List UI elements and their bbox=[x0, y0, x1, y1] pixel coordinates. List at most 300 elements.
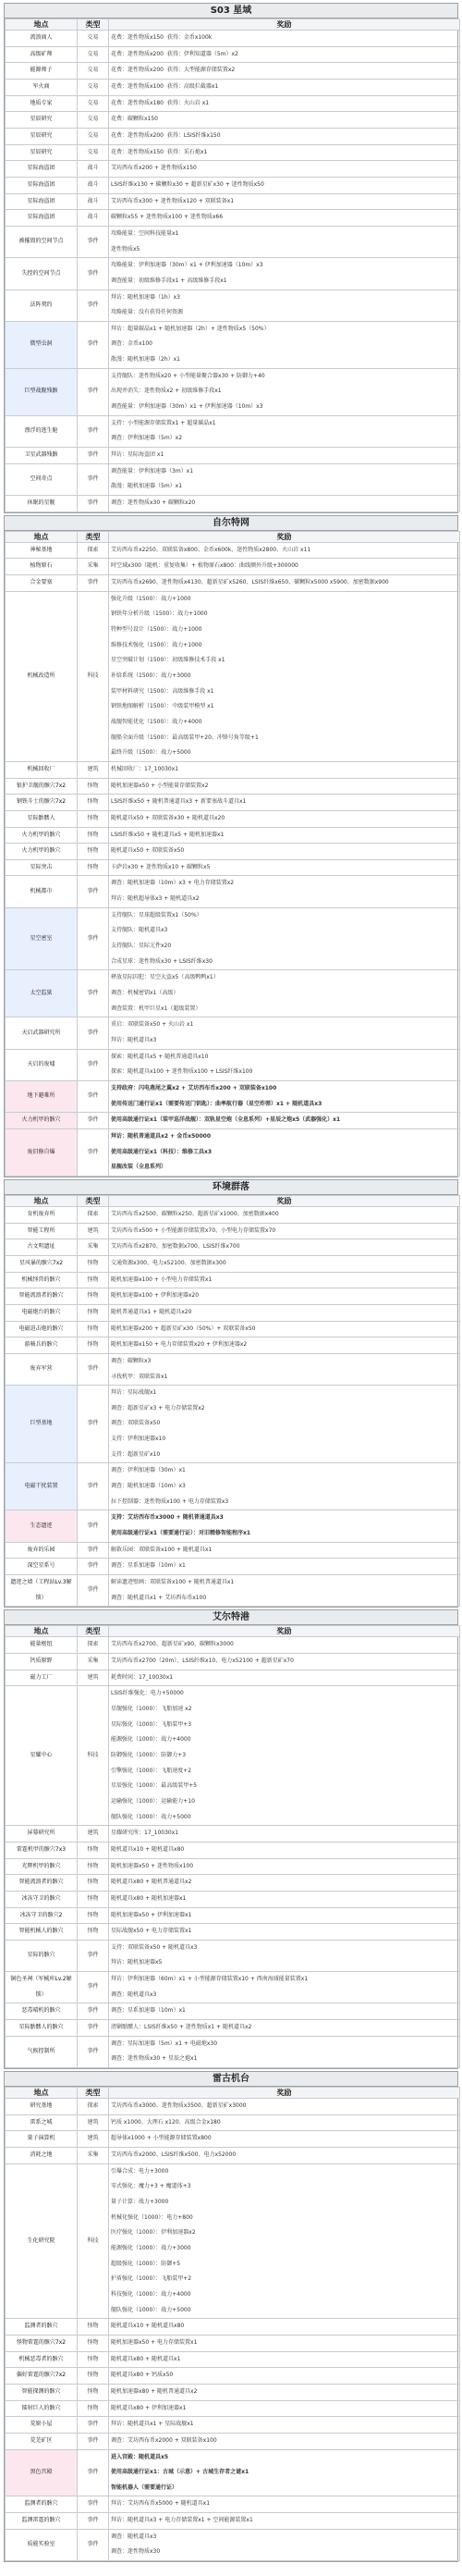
reward-cell bbox=[109, 128, 460, 144]
type-cell: 事件 bbox=[78, 1575, 109, 1607]
place-cell: 古文明遗址 bbox=[6, 1239, 78, 1256]
reward-cell bbox=[109, 1858, 460, 1875]
place-cell: 钢铁斗士的骸穴7x2 bbox=[6, 795, 78, 811]
reward-text: 时空域x300（随机：重复收集）+ 植物原石x800：曲线额外升级+300000 bbox=[111, 562, 298, 570]
type-cell: 事件 bbox=[78, 2449, 109, 2496]
reward-cell bbox=[109, 2036, 460, 2067]
table-row bbox=[6, 1206, 460, 1223]
table-row bbox=[6, 2417, 460, 2434]
reward-text: 解救乐园：双联装备x100 + 随机道具x1 bbox=[111, 1546, 213, 1553]
place-cell: 星际突击 bbox=[6, 859, 78, 876]
reward-text: 调查：星际加速器（5m）x1 + 电磁炮x30 调查：迷性物质x30 + 星辰之炮x1 bbox=[111, 2040, 218, 2063]
table-row bbox=[6, 1223, 460, 1239]
type-cell: 怪物 bbox=[78, 2335, 109, 2351]
table-row bbox=[6, 1559, 460, 1575]
reward-text: 星际战舰x50 + 电力存储装置x1 bbox=[111, 1928, 192, 1935]
reward-text: 调查：伊利加速器（30m）x1 调查：随机加速器（10m）x3 拉下控制器：迷性物质x100 + 电力存储装置x3 bbox=[111, 1467, 229, 1505]
table-row bbox=[6, 1386, 460, 1463]
type-cell: 怪物 bbox=[78, 1255, 109, 1272]
place-cell: 生化研究院 bbox=[6, 2163, 78, 2319]
place-header: 地点 bbox=[6, 531, 78, 542]
reward-cell bbox=[109, 1206, 460, 1223]
reward-text: 艾坊西布币x300 + 迷性物质x120 + 双联装备x1 bbox=[111, 197, 235, 204]
table-row bbox=[6, 1972, 460, 2003]
reward-cell bbox=[109, 290, 460, 321]
place-cell: 智能流浪者的骸穴 bbox=[6, 1875, 78, 1892]
place-cell: 星辰研究 bbox=[6, 144, 78, 161]
place-cell: 休眠的星舰 bbox=[6, 496, 78, 512]
place-cell: 植物原石 bbox=[6, 559, 78, 575]
place-cell: 光辉机甲的骸穴 bbox=[6, 1858, 78, 1875]
table-row bbox=[6, 1654, 460, 1670]
type-cell: 采集 bbox=[78, 1239, 109, 1256]
reward-cell bbox=[109, 1288, 460, 1305]
reward-cell bbox=[109, 970, 460, 1017]
type-cell: 交易 bbox=[78, 79, 109, 95]
place-cell: 高级矿师 bbox=[6, 46, 78, 63]
reward-cell bbox=[109, 1304, 460, 1321]
reward-text: 强化升级（1500）：战力+1000 钢铁年分析升级（1500）：战力+1000 特种型号设计（1500）：战力+1000 维修技术强化（1500）：战力+1000 星空突破计划（1500）：初级维修技术手段 x1 补给系统（1500）：战力+3000 装甲材料研究（1500）：高级维修手段 x1 钢铁地图解析（1500）：中级装甲模型 x1 战舰智能优化（1500）：战力+4000 舰船全面升级（1500）：最高级装甲+20、冲锋号角等级+1 最终升级（1500）：战力+5000 bbox=[111, 595, 259, 757]
table-row bbox=[6, 1049, 460, 1080]
reward-text: 支持：艾坊西布币x3000 + 随机普通道具x3 使用高级通行证x1（需要通行证）：对旧精修智能程序x1 bbox=[111, 1514, 251, 1537]
reward-text: 随机普通道具x1 + 随机道具x20 bbox=[111, 1308, 192, 1315]
place-cell: 钙质原野 bbox=[6, 1654, 78, 1670]
table-row bbox=[6, 1113, 460, 1129]
reward-text: 调查：星系加速器（10m）x1 bbox=[111, 1562, 186, 1570]
place-cell: 磁力工厂 bbox=[6, 1670, 78, 1686]
reward-cell bbox=[109, 161, 460, 178]
table-row bbox=[6, 810, 460, 827]
reward-table bbox=[5, 1195, 460, 1607]
table-row bbox=[6, 226, 460, 257]
reward-text: 拜访：随机道具x1 + 星际战舰x1 bbox=[111, 2421, 194, 2428]
reward-cell bbox=[109, 1670, 460, 1686]
table-row bbox=[6, 1686, 460, 1826]
type-cell: 建筑 bbox=[78, 761, 109, 778]
type-cell: 怪物 bbox=[78, 2368, 109, 2385]
table-row bbox=[6, 1288, 460, 1305]
type-cell: 交易 bbox=[78, 112, 109, 129]
place-cell: 荒芜矿区 bbox=[6, 2433, 78, 2449]
place-cell: 机械改造所 bbox=[6, 591, 78, 761]
place-cell: 星辰研究 bbox=[6, 112, 78, 129]
reward-cell bbox=[109, 1826, 460, 1843]
table-row bbox=[6, 161, 460, 178]
reward-cell bbox=[109, 63, 460, 80]
place-cell: 神秘基地 bbox=[6, 542, 78, 559]
place-cell: 星耀中心 bbox=[6, 1686, 78, 1826]
type-cell: 事件 bbox=[78, 415, 109, 447]
table-row bbox=[6, 2163, 460, 2319]
reward-cell bbox=[109, 2384, 460, 2400]
reward-cell bbox=[109, 2319, 460, 2336]
place-cell: 研究基地 bbox=[6, 2099, 78, 2115]
reward-text: 艾坊西布币x2000、LSIS纤维x500、电力x52000 bbox=[111, 2151, 237, 2159]
place-cell: 流浪商人 bbox=[6, 31, 78, 47]
type-cell: 事件 bbox=[78, 2020, 109, 2037]
place-cell: 监测者的骸穴 bbox=[6, 2496, 78, 2513]
place-cell: 星际海盗团 bbox=[6, 161, 78, 178]
place-cell: 军火商 bbox=[6, 79, 78, 95]
reward-text: 调查：星系加速器（10m）x1 bbox=[111, 2007, 186, 2015]
place-cell: 监测者的骸穴 bbox=[6, 2319, 78, 2336]
place-cell: 星际的骸穴 bbox=[6, 1940, 78, 1971]
reward-section bbox=[4, 1179, 458, 1608]
reward-text: 花费：迷性物质x150 获得：金币x100k bbox=[111, 34, 213, 41]
table-row bbox=[6, 2449, 460, 2496]
table-row bbox=[6, 46, 460, 63]
reward-cell bbox=[109, 1463, 460, 1510]
reward-text: 拜访：星际战舰x1 调查：超新星矿x3 + 电力存储装置x2 调查：双联装备x50 支持：伊利加速器x10 支持：超新星矿x10 bbox=[111, 1389, 205, 1458]
type-cell: 怪物 bbox=[78, 778, 109, 795]
place-cell: 巨型战舰残骸 bbox=[6, 368, 78, 415]
table-row bbox=[6, 31, 460, 47]
place-cell: 失控的空间节点 bbox=[6, 258, 78, 290]
type-cell: 事件 bbox=[78, 463, 109, 495]
reward-text: 拜访：星际海盗团 x1 bbox=[111, 451, 164, 459]
table-row bbox=[6, 1255, 460, 1272]
table-row bbox=[6, 1017, 460, 1049]
reward-cell bbox=[109, 1353, 460, 1385]
type-cell: 事件 bbox=[78, 448, 109, 464]
place-cell: 监测雷霆的骸穴 bbox=[6, 2513, 78, 2530]
reward-header: 奖励 bbox=[109, 19, 460, 31]
table-row bbox=[6, 193, 460, 210]
table-row bbox=[6, 258, 460, 290]
reward-cell bbox=[109, 2400, 460, 2417]
reward-cell bbox=[109, 79, 460, 95]
type-cell: 怪物 bbox=[78, 810, 109, 827]
reward-text: 支持政府：闪电燕尾之翼x2 + 艾坊西布币x200 + 双联装备x100 使用传送门通行证x1（需要传送门钥匙）：曲率航行器（星空炸弹）x1 + 随机道具x3 bbox=[111, 1085, 322, 1107]
table-row bbox=[6, 559, 460, 575]
reward-cell bbox=[109, 1223, 460, 1239]
place-cell: 冰冻守卫的骸穴2 bbox=[6, 1907, 78, 1924]
type-cell: 怪物 bbox=[78, 1321, 109, 1337]
reward-cell bbox=[109, 827, 460, 844]
place-cell: 天启的废墟 bbox=[6, 1049, 78, 1080]
table-row bbox=[6, 795, 460, 811]
reward-text: 随机加速器x50 + 电力存储装置x1 bbox=[111, 2338, 198, 2346]
reward-text: 随机道具x80 + 随机道具x1 bbox=[111, 2355, 181, 2362]
reward-text: LSIS纤维x50 + 随机普通道具x3 + 新要塞战斗道具x1 bbox=[111, 798, 247, 806]
reward-text: LSIS纤维x130 + 碳颗粒x30 + 超新星矿x30 + 迷性物质x50 bbox=[111, 180, 264, 188]
table-row bbox=[6, 1128, 460, 1176]
table-row bbox=[6, 2131, 460, 2148]
reward-table bbox=[5, 2087, 460, 2561]
type-cell: 事件 bbox=[78, 876, 109, 907]
place-cell: 气候控制所 bbox=[6, 2036, 78, 2067]
type-cell: 怪物 bbox=[78, 1272, 109, 1288]
reward-text: 调查：迷性物质x30 + 碳颗粒x20 bbox=[111, 499, 196, 507]
table-row bbox=[6, 321, 460, 368]
table-row bbox=[6, 1940, 460, 1971]
type-cell: 怪物 bbox=[78, 1875, 109, 1892]
table-row bbox=[6, 1637, 460, 1654]
reward-text: 清剿骷髅人：LSIS纤维x50 + 迷性物质x1 + 随机道具x2 bbox=[111, 2024, 252, 2031]
place-cell: 火力机甲的骸穴 bbox=[6, 844, 78, 860]
place-cell: 合金要塞 bbox=[6, 575, 78, 592]
reward-cell bbox=[109, 810, 460, 827]
reward-cell bbox=[109, 368, 460, 415]
type-cell: 事件 bbox=[78, 2513, 109, 2530]
place-cell: 镭射巨人的骸穴 bbox=[6, 2400, 78, 2417]
place-cell: 育机废弃所 bbox=[6, 1206, 78, 1223]
table-header-row bbox=[6, 531, 460, 542]
table-row bbox=[6, 1858, 460, 1875]
place-cell: 太空监狱 bbox=[6, 970, 78, 1017]
type-cell: 探索 bbox=[78, 2099, 109, 2115]
reward-text: 解读遗迹壁画：双联装备x100 + 随机普通道具x1 调查：随机道具x1 + 艾坊西布币x100 bbox=[111, 1579, 235, 1601]
table-header-row bbox=[6, 2088, 460, 2099]
reward-text: 艾坊西布币x2690、迷性物质x4130、超新星矿x5260、LSIS纤维x650、碳颗粒x5000 x5900、加密数据x900 bbox=[111, 579, 389, 585]
table-row bbox=[6, 1670, 460, 1686]
place-header: 地点 bbox=[6, 1195, 78, 1206]
type-cell: 怪物 bbox=[78, 844, 109, 860]
type-header: 类型 bbox=[78, 19, 109, 31]
type-cell: 事件 bbox=[78, 907, 109, 970]
table-row bbox=[6, 128, 460, 144]
reward-cell bbox=[109, 1239, 460, 1256]
table-row bbox=[6, 1272, 460, 1288]
place-cell: 恶毒晴机的骸穴 bbox=[6, 2003, 78, 2020]
type-cell: 事件 bbox=[78, 2529, 109, 2560]
place-cell: 雷霆机甲的骸穴7x3 bbox=[6, 1842, 78, 1858]
reward-text: 进入宫殿：随机道具x5 使用高级通行证x1：古城（示意）+ 古城生存者之谜x1 智能机器人（需要通行证） bbox=[111, 2453, 249, 2491]
reward-text: 支持舰队：星球超级装置x1（50%） 支持舰队：随机道具x3 支持舰队：星际元件x20 合成星球：迷性物质x30 + LSIS纤维x30 bbox=[111, 911, 213, 965]
reward-cell bbox=[109, 1891, 460, 1907]
place-cell: 星风暴的骸穴7x2 bbox=[6, 1255, 78, 1272]
reward-text: 卡萨岩x30 + 迷性物质x10 + 碳颗粒x5 bbox=[111, 863, 211, 870]
place-cell: 冰冻守卫的骸穴 bbox=[6, 1891, 78, 1907]
place-cell: 偏好雷霆的骸穴7x2 bbox=[6, 2368, 78, 2385]
reward-table bbox=[5, 1625, 460, 2068]
place-cell: 星辰研究 bbox=[6, 128, 78, 144]
section-title: 环境群落 bbox=[5, 1180, 457, 1195]
place-cell: 星际海盗团 bbox=[6, 210, 78, 227]
table-row bbox=[6, 778, 460, 795]
reward-cell bbox=[109, 1017, 460, 1049]
type-cell: 事件 bbox=[78, 368, 109, 415]
reward-cell bbox=[109, 1940, 460, 1971]
reward-text: 交通资源x300、电力x52100、加密数据x300 bbox=[111, 1259, 226, 1266]
reward-cell bbox=[109, 2513, 460, 2530]
reward-cell bbox=[109, 876, 460, 907]
place-header: 地点 bbox=[6, 1626, 78, 1637]
type-cell: 事件 bbox=[78, 321, 109, 368]
type-cell: 事件 bbox=[78, 1049, 109, 1080]
reward-text: 艾坊西布币x2250、双联装备x800、金币x600k、迷性物质x2800、火山岩 x11 bbox=[111, 546, 311, 553]
reward-text: 超导体x1000 + 小型能源存储装置x800 bbox=[111, 2135, 212, 2142]
reward-text: 随机加速器x100 + 小型电力存储装置x1 bbox=[111, 1276, 213, 1283]
place-cell: 机械恶毒者的骸穴 bbox=[6, 2351, 78, 2368]
table-row bbox=[6, 112, 460, 129]
type-cell: 事件 bbox=[78, 1081, 109, 1113]
type-cell: 怪物 bbox=[78, 1288, 109, 1305]
reward-cell bbox=[109, 95, 460, 112]
place-cell: 天启武器研究所 bbox=[6, 1017, 78, 1049]
table-row bbox=[6, 542, 460, 559]
table-row bbox=[6, 1924, 460, 1941]
reward-text: 随机加速器x200 + 超新星矿x30（50%）+ 双联装备x50 bbox=[111, 1325, 256, 1332]
reward-text: 引爆合成：电力+3000 零式强化：魔力+3 + 魔道体+3 量子计算：战力+3000 机械化强化（1000）：电力+800 医疗强化（1000）：伊利加速器x2 能源强化（1000）：战力+3000 超级强化（1000）：防御+5 护盾强化（1000）：飞船装甲+2 科技强化（1000）：战力+4000 舰队强化（1000）：战力+5000 bbox=[111, 2167, 196, 2313]
type-cell: 怪物 bbox=[78, 2400, 109, 2417]
reward-cell bbox=[109, 210, 460, 227]
reward-cell bbox=[109, 907, 460, 970]
reward-text: 耗费时间：17_10030x1 bbox=[111, 1673, 174, 1681]
reward-cell bbox=[109, 2335, 460, 2351]
type-cell: 交易 bbox=[78, 31, 109, 47]
type-cell: 怪物 bbox=[78, 2319, 109, 2336]
type-header: 类型 bbox=[78, 1195, 109, 1206]
type-cell: 建筑 bbox=[78, 2114, 109, 2131]
reward-cell bbox=[109, 1559, 460, 1575]
reward-text: 艾坊西布币x3000、迷性物质x3500、超新星矿x3000 bbox=[111, 2102, 247, 2110]
table-row bbox=[6, 761, 460, 778]
reward-text: 调查：随机道具x3 调查：迷性物质x30 bbox=[111, 2533, 161, 2556]
reward-cell bbox=[109, 1113, 460, 1129]
reward-cell bbox=[109, 1272, 460, 1288]
table-row bbox=[6, 1304, 460, 1321]
reward-cell bbox=[109, 591, 460, 761]
type-cell: 怪物 bbox=[78, 1842, 109, 1858]
type-cell: 事件 bbox=[78, 1542, 109, 1559]
type-cell: 探索 bbox=[78, 542, 109, 559]
table-row bbox=[6, 1826, 460, 1843]
reward-cell bbox=[109, 2148, 460, 2164]
reward-cell bbox=[109, 1337, 460, 1354]
reward-text: 拜访：艾坊西布币x5000 + 随机道具x1 bbox=[111, 2500, 211, 2508]
place-cell: 荒原小屋 bbox=[6, 2417, 78, 2434]
type-cell: 科技 bbox=[78, 591, 109, 761]
reward-text: 调查能量：伊利加速器（3m）x1 散漫：随机加速器（5m）x1 bbox=[111, 467, 194, 490]
type-cell: 事件 bbox=[78, 2496, 109, 2513]
place-cell: 铜色圣祠（军械库Lv.2解锁） bbox=[6, 1972, 78, 2003]
type-cell: 事件 bbox=[78, 1940, 109, 1971]
table-row bbox=[6, 368, 460, 415]
type-cell: 事件 bbox=[78, 258, 109, 290]
reward-header: 奖励 bbox=[109, 2088, 460, 2099]
type-cell: 事件 bbox=[78, 2417, 109, 2434]
place-cell: 深空星系号 bbox=[6, 1559, 78, 1575]
reward-header: 奖励 bbox=[109, 1626, 460, 1637]
table-row bbox=[6, 1842, 460, 1858]
reward-cell bbox=[109, 542, 460, 559]
reward-text: 花费：迷性物质x200 获得：大型能源存储装置x2 bbox=[111, 67, 236, 74]
type-cell: 交易 bbox=[78, 95, 109, 112]
type-cell: 怪物 bbox=[78, 1304, 109, 1321]
type-cell: 建筑 bbox=[78, 1670, 109, 1686]
place-cell: 能量枢纽 bbox=[6, 1637, 78, 1654]
type-cell: 战斗 bbox=[78, 210, 109, 227]
type-cell: 战斗 bbox=[78, 193, 109, 210]
reward-section bbox=[4, 515, 458, 1177]
reward-text: 钙质 x1000、大理石 x120、高级合金x180 bbox=[111, 2118, 221, 2126]
type-cell: 事件 bbox=[78, 496, 109, 512]
table-row bbox=[6, 876, 460, 907]
place-cell: 星际海盗团 bbox=[6, 177, 78, 193]
type-cell: 事件 bbox=[78, 1972, 109, 2003]
reward-text: 随机道具x10 + 随机道具x80 bbox=[111, 1845, 185, 1853]
table-row bbox=[6, 1081, 460, 1113]
reward-text: 艾坊西布币x2870、加密数据x700、LSIS纤维x700 bbox=[111, 1243, 240, 1251]
reward-cell bbox=[109, 2114, 460, 2131]
section-title: 艾尔特港 bbox=[5, 1610, 457, 1625]
reward-text: 随机道具x80 + 随机加速器x1 bbox=[111, 1894, 187, 1902]
type-cell: 交易 bbox=[78, 63, 109, 80]
place-cell: 废旧修自爆 bbox=[6, 1128, 78, 1176]
reward-cell bbox=[109, 859, 460, 876]
place-cell: 质能实验室 bbox=[6, 2529, 78, 2560]
type-cell: 怪物 bbox=[78, 2384, 109, 2400]
reward-text: 机械回收厂：17_10030x1 bbox=[111, 765, 179, 772]
table-header-row bbox=[6, 19, 460, 31]
place-cell: 智能流浪者的骸穴 bbox=[6, 1288, 78, 1305]
table-row bbox=[6, 970, 460, 1017]
type-cell: 采集 bbox=[78, 559, 109, 575]
reward-cell bbox=[109, 1654, 460, 1670]
table-row bbox=[6, 448, 460, 464]
place-cell: 生态遗迹 bbox=[6, 1510, 78, 1542]
table-row bbox=[6, 210, 460, 227]
reward-cell bbox=[109, 2131, 460, 2148]
reward-cell bbox=[109, 415, 460, 447]
place-cell: 巨型基地 bbox=[6, 1386, 78, 1463]
reward-text: 随机加速器x50 + 伊利加速器x1 bbox=[111, 1911, 192, 1918]
table-row bbox=[6, 1510, 460, 1542]
reward-cell bbox=[109, 1842, 460, 1858]
table-row bbox=[6, 63, 460, 80]
reward-text: 调查：碳颗粒x3 寻找机甲：双联装备x1 bbox=[111, 1357, 168, 1380]
reward-cell bbox=[109, 2449, 460, 2496]
type-header: 类型 bbox=[78, 531, 109, 542]
table-row bbox=[6, 1575, 460, 1607]
type-cell: 建筑 bbox=[78, 1223, 109, 1239]
table-row bbox=[6, 591, 460, 761]
type-cell: 事件 bbox=[78, 575, 109, 592]
table-row bbox=[6, 496, 460, 512]
table-row bbox=[6, 1463, 460, 1510]
table-row bbox=[6, 2496, 460, 2513]
place-cell: 能源师子 bbox=[6, 63, 78, 80]
reward-table bbox=[5, 531, 460, 1177]
type-cell: 怪物 bbox=[78, 1907, 109, 1924]
reward-cell bbox=[109, 193, 460, 210]
place-cell: 星际海盗团 bbox=[6, 193, 78, 210]
type-cell: 事件 bbox=[78, 226, 109, 257]
table-row bbox=[6, 1353, 460, 1385]
type-cell: 探索 bbox=[78, 1637, 109, 1654]
type-cell: 怪物 bbox=[78, 827, 109, 844]
reward-text: 艾坊西布币x2700、超新星矿x90、碳颗粒x3000 bbox=[111, 1641, 234, 1648]
reward-text: 碳颗粒x55 + 迷性物质x100 + 迷性物质x66 bbox=[111, 214, 224, 221]
reward-text: 艾坊西布币x500 + 小型能源存储装置x70、小型电力存储装置x70 bbox=[111, 1226, 276, 1234]
place-cell: 地下避难所 bbox=[6, 1081, 78, 1113]
reward-text: 随机加速器x150 + 电力存储装置x20 + 伊利加速器x2 bbox=[111, 1341, 248, 1349]
section-title: 自尔特网 bbox=[5, 516, 457, 531]
place-cell: 星空密室 bbox=[6, 907, 78, 970]
reward-cell bbox=[109, 1875, 460, 1892]
reward-cell bbox=[109, 1924, 460, 1941]
reward-text: 支持：双联装备x50 + 随机道具x3 拜访：随机加速器x5 bbox=[111, 1943, 198, 1966]
table-row bbox=[6, 177, 460, 193]
reward-cell bbox=[109, 1321, 460, 1337]
reward-cell bbox=[109, 112, 460, 129]
place-cell: 被摧毁的空间节点 bbox=[6, 226, 78, 257]
reward-cell bbox=[109, 2368, 460, 2385]
place-header: 地点 bbox=[6, 19, 78, 31]
place-cell: 漂浮的逃生舱 bbox=[6, 415, 78, 447]
type-cell: 事件 bbox=[78, 970, 109, 1017]
